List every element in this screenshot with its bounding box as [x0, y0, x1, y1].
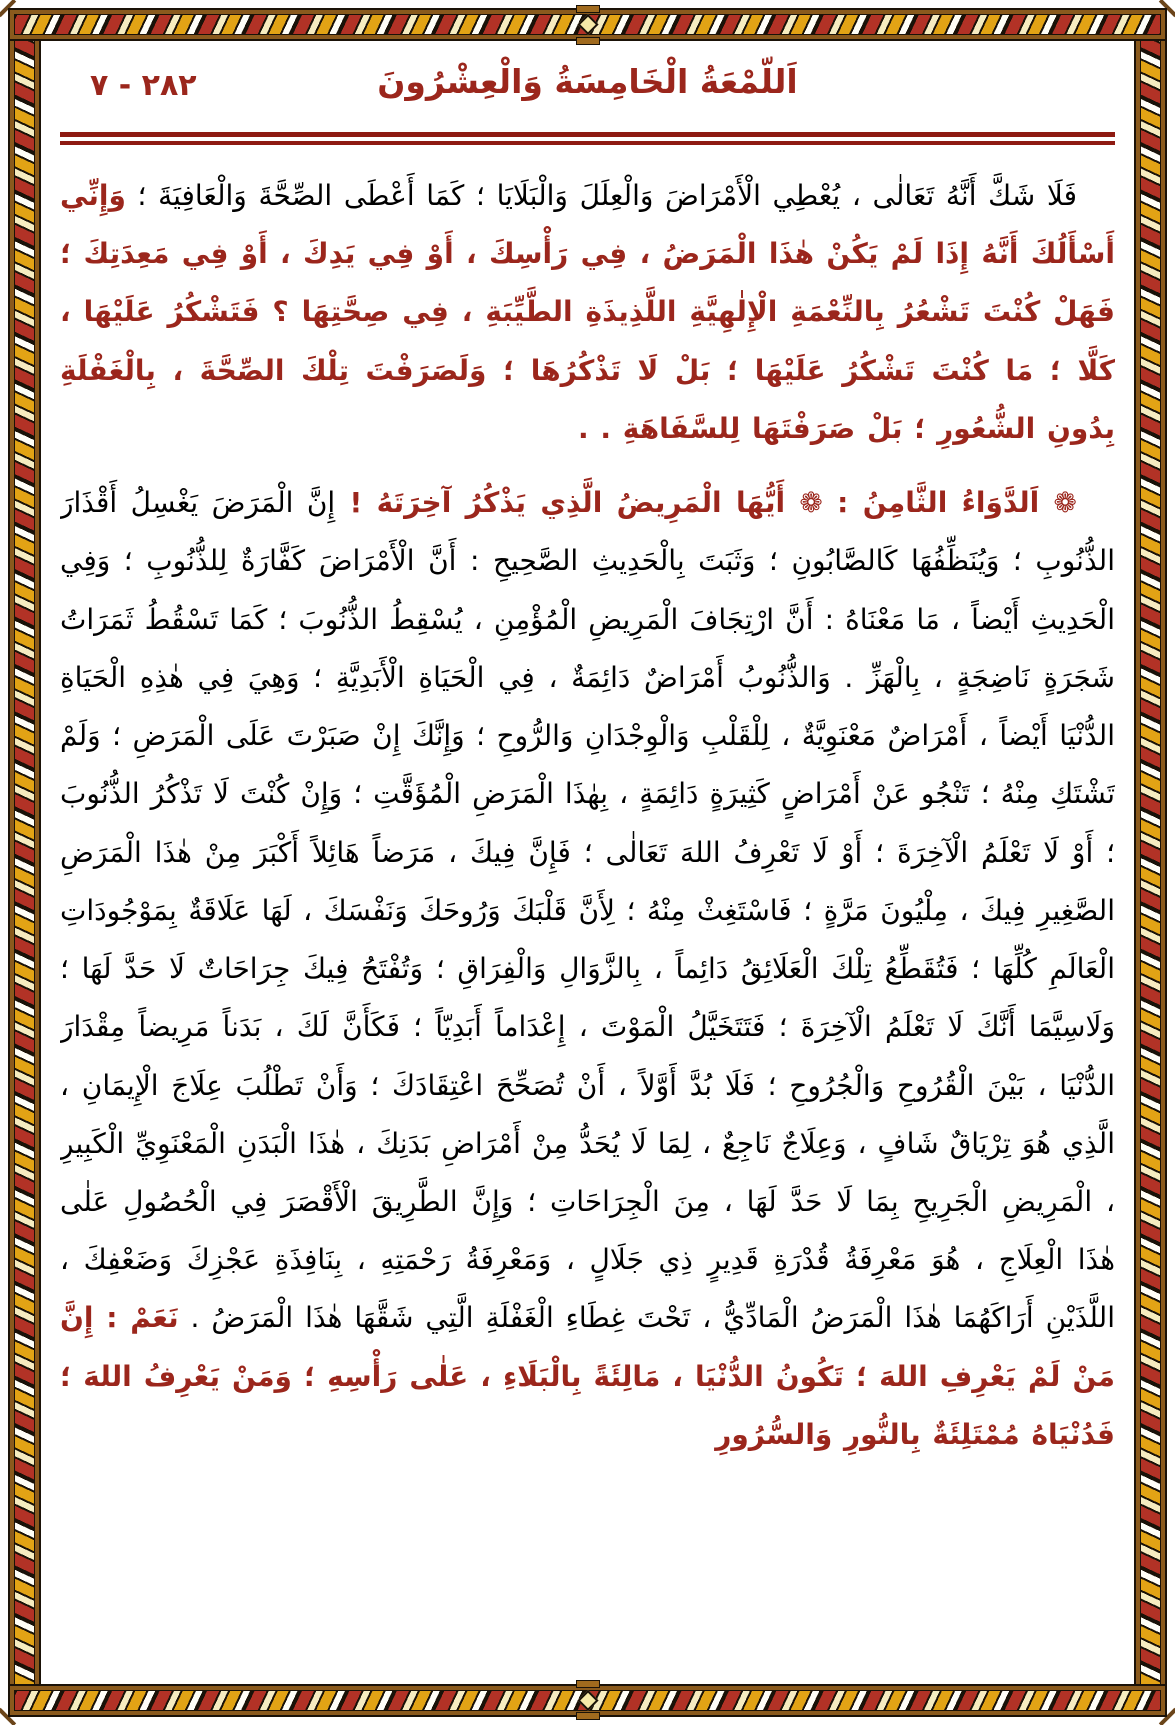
border-clasp-icon	[576, 37, 600, 45]
border-right	[1134, 8, 1167, 1717]
rosette-ornament-icon: ❁	[1039, 486, 1078, 520]
text-segment: أَيُّهَا الْمَرِيضُ الَّذِي يَذْكُرُ آخِرَتَهُ !	[335, 486, 786, 520]
text-segment: اَلدَّوَاءُ الثَّامِنُ :	[822, 486, 1040, 520]
border-left	[8, 8, 41, 1717]
paragraph	[60, 167, 1115, 458]
text-segment: فَلَا شَكَّ أَنَّهُ تَعَالٰى ، يُعْطِي الْأَمْرَاضَ وَالْعِلَلَ وَالْبَلَايَا ؛ كَمَا أَعْطَى الصِّحَّةَ وَالْعَافِيَةَ ؛	[125, 179, 1077, 212]
header-rule	[60, 132, 1115, 145]
body-text	[60, 167, 1115, 1464]
paragraph	[60, 474, 1115, 1464]
page-title: اَللَّمْعَةُ الْخَامِسَةُ وَالْعِشْرُونَ	[377, 62, 798, 101]
text-segment: وَإِنِّي أَسْأَلُكَ أَنَّهُ إِذَا لَمْ يَكُنْ هٰذَا الْمَرَضُ ، فِي رَأْسِكَ ، أَوْ فِي يَدِكَ ، أَوْ فِي مَعِدَتِكَ ؛ فَهَلْ كُنْتَ تَشْعُرُ بِالنِّعْمَةِ الْإِلٰهِيَّةِ اللَّذِيذَةِ الطَّيِّبَةِ ، فِي صِحَّتِهَا ؟ فَتَشْكُرُ عَلَيْهَا ، كَلَّا ؛ مَا كُنْتَ تَشْكُرُ عَلَيْهَا ؛ بَلْ لَا تَذْكُرُهَا ؛ وَلَصَرَفْتَ تِلْكَ الصِّحَّةَ ، بِالْغَفْلَةِ بِدُونِ الشُّعُورِ ؛ بَلْ صَرَفْتَهَا لِلسَّفَاهَةِ . .	[60, 179, 1115, 445]
page-number: ٢٨٢ - ٧	[90, 68, 197, 103]
rosette-ornament-icon: ❁	[785, 486, 823, 520]
page-header	[60, 56, 1115, 122]
border-clasp-icon	[576, 1680, 600, 1688]
text-segment: إِنَّ الْمَرَضَ يَغْسِلُ أَقْذَارَ الذُّنُوبِ ؛ وَيُنَظِّفُهَا كَالصَّابُونِ ؛ وَثَبَتَ بِالْحَدِيثِ الصَّحِيحِ : أَنَّ الْأَمْرَاضَ كَفَّارَةٌ لِلذُّنُوبِ ؛ وَفِي الْحَدِيثِ أَيْضاً ، مَا مَعْنَاهُ : أَنَّ ارْتِجَافَ الْمَرِيضِ الْمُؤْمِنِ ، يُسْقِطُ الذُّنُوبَ ؛ كَمَا تَسْقُطُ ثَمَرَاتُ شَجَرَةٍ نَاضِجَةٍ ، بِالْهَزِّ . وَالذُّنُوبُ أَمْرَاضٌ دَائِمَةٌ ، فِي الْحَيَاةِ الْأَبَدِيَّةِ ؛ وَهِيَ فِي هٰذِهِ الْحَيَاةِ الدُّنْيَا أَيْضاً ، أَمْرَاضٌ مَعْنَوِيَّةٌ ، لِلْقَلْبِ وَالْوِجْدَانِ وَالرُّوحِ ؛ وَإِنَّكَ إِنْ صَبَرْتَ عَلَى الْمَرَضِ ؛ وَلَمْ تَشْتَكِ مِنْهُ ؛ تَنْجُو عَنْ أَمْرَاضٍ كَثِيرَةٍ دَائِمَةٍ ، بِهٰذَا الْمَرَضِ الْمُؤَقَّتِ ؛ وَإِنْ كُنْتَ لَا تَذْكُرُ الذُّنُوبَ ؛ أَوْ لَا تَعْلَمُ الْآخِرَةَ ؛ أَوْ لَا تَعْرِفُ اللهَ تَعَالٰى ؛ فَإِنَّ فِيكَ ، مَرَضاً هَائِلاً أَكْبَرَ مِنْ هٰذَا الْمَرَضِ الصَّغِيرِ فِيكَ ، مِلْيُونَ مَرَّةٍ ؛ فَاسْتَغِثْ مِنْهُ ؛ لِأَنَّ قَلْبَكَ وَرُوحَكَ وَنَفْسَكَ ، لَهَا عَلَاقَةٌ بِمَوْجُودَاتِ الْعَالَمِ كُلِّهَا ؛ فَتُقَطِّعُ تِلْكَ الْعَلَائِقُ دَائِماً ، بِالزَّوَالِ وَالْفِرَاقِ ؛ وَتُفْتَحُ فِيكَ جِرَاحَاتٌ لَا حَدَّ لَهَا ؛ وَلَاسِيَّمَا أَنَّكَ لَا تَعْلَمُ الْآخِرَةَ ؛ فَتَتَخَيَّلُ الْمَوْتَ ، إِعْدَاماً أَبَدِيّاً ؛ فَكَأَنَّ لَكَ ، بَدَناً مَرِيضاً مِقْدَارَ الدُّنْيَا ، بَيْنَ الْقُرُوحِ وَالْجُرُوحِ ؛ فَلَا بُدَّ أَوَّلاً ، أَنْ تُصَحِّحَ اعْتِقَادَكَ ؛ وَأَنْ تَطْلُبَ عِلَاجَ الْإِيمَانِ ، الَّذِي هُوَ تِرْيَاقٌ شَافٍ ، وَعِلَاجٌ نَاجِعٌ ، لِمَا لَا يُحَدُّ مِنْ أَمْرَاضِ بَدَنِكَ ، هٰذَا الْبَدَنِ الْمَعْنَوِيِّ الْكَبِيرِ ، الْمَرِيضِ الْجَرِيحِ بِمَا لَا حَدَّ لَهَا ، مِنَ الْجِرَاحَاتِ ؛ وَإِنَّ الطَّرِيقَ الْأَقْصَرَ فِي الْحُصُولِ عَلٰى هٰذَا الْعِلَاجِ ، هُوَ مَعْرِفَةُ قُدْرَةِ قَدِيرٍ ذِي جَلَالٍ ، وَمَعْرِفَةُ رَحْمَتِهِ ، بِنَافِذَةِ عَجْزِكَ وَضَعْفِكَ ، اللَّذَيْنِ أَرَاكَهُمَا هٰذَا الْمَرَضُ الْمَادِّيُّ ، تَحْتَ غِطَاءِ الْغَفْلَةِ الَّتِي شَقَّهَا هٰذَا الْمَرَضُ .	[60, 486, 1115, 1335]
border-clasp-icon	[576, 5, 600, 13]
border-clasp-icon	[576, 1712, 600, 1720]
text-segment: نَعَمْ : إِنَّ مَنْ لَمْ يَعْرِفِ اللهَ ؛ تَكُونُ الدُّنْيَا ، مَالِئَةً بِالْبَلَاءِ ، عَلٰى رَأْسِهِ ؛ وَمَنْ يَعْرِفُ اللهَ ؛ فَدُنْيَاهُ مُمْتَلِئَةٌ بِالنُّورِ وَالسُّرُورِ	[60, 1301, 1115, 1451]
page-content	[60, 56, 1115, 1675]
